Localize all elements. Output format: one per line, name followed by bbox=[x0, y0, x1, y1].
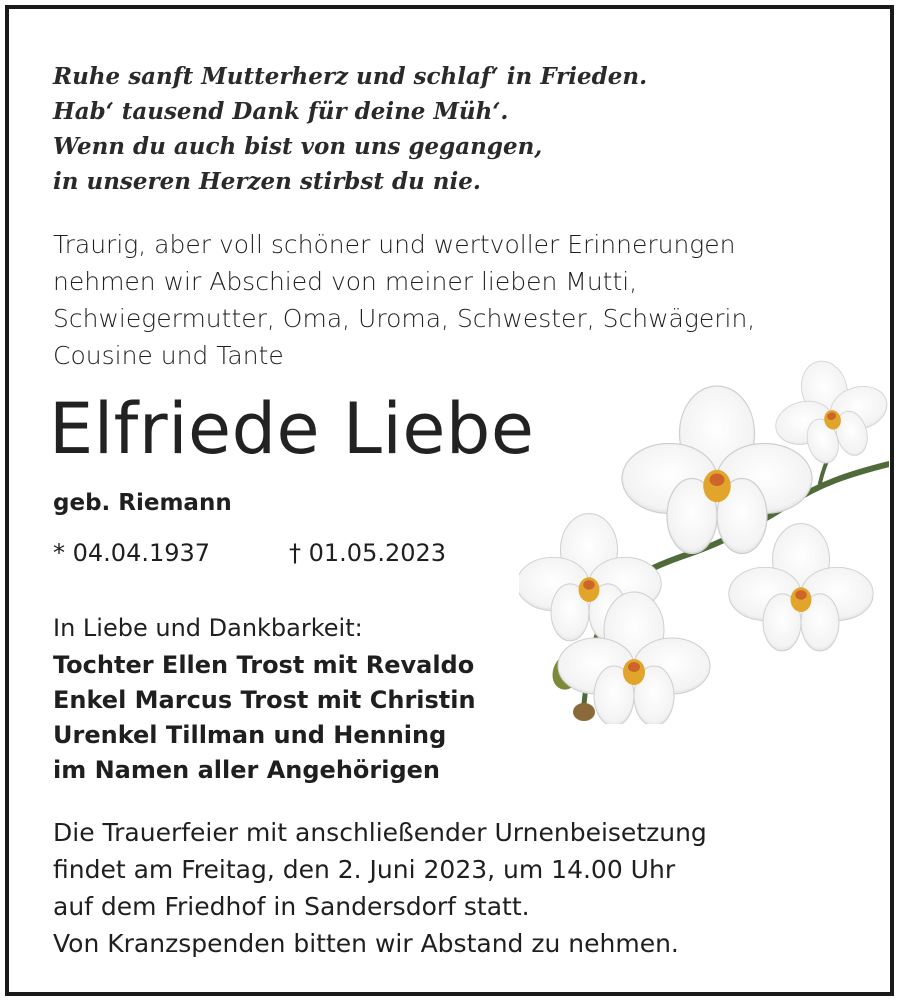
funeral-line: Die Trauerfeier mit anschließender Urnenbeisetzung bbox=[53, 818, 707, 847]
maiden-name: geb. Riemann bbox=[53, 490, 232, 516]
intro-line: Cousine und Tante bbox=[53, 341, 284, 370]
mourner-line: im Namen aller Angehörigen bbox=[53, 756, 441, 784]
death-date: † 01.05.2023 bbox=[289, 539, 447, 567]
mourners-list bbox=[53, 648, 476, 788]
mourner-line: Tochter Ellen Trost mit Revaldo bbox=[53, 651, 475, 679]
obituary-notice bbox=[5, 5, 894, 996]
mourner-line: Urenkel Tillman und Henning bbox=[53, 721, 447, 749]
intro-line: nehmen wir Abschied von meiner lieben Mutti, bbox=[53, 267, 638, 296]
funeral-line: findet am Freitag, den 2. Juni 2023, um 14.00 Uhr bbox=[53, 855, 676, 884]
orchid-image bbox=[519, 344, 889, 724]
intro-line: Schwiegermutter, Oma, Uroma, Schwester, Schwägerin, bbox=[53, 304, 756, 333]
funeral-info bbox=[53, 814, 707, 962]
intro-line: Traurig, aber voll schöner und wertvoller Erinnerungen bbox=[53, 230, 736, 259]
poem-line: Ruhe sanft Mutterherz und schlaf‘ in Frieden. bbox=[53, 63, 648, 90]
deceased-name: Elfriede Liebe bbox=[49, 388, 535, 470]
poem bbox=[53, 59, 647, 199]
birth-date: * 04.04.1937 bbox=[53, 539, 211, 567]
poem-line: Wenn du auch bist von uns gegangen, bbox=[53, 133, 543, 160]
funeral-line: auf dem Friedhof in Sandersdorf statt. bbox=[53, 892, 530, 921]
poem-line: in unseren Herzen stirbst du nie. bbox=[53, 168, 481, 195]
funeral-line: Von Kranzspenden bitten wir Abstand zu nehmen. bbox=[53, 929, 679, 958]
mourner-line: Enkel Marcus Trost mit Christin bbox=[53, 686, 476, 714]
poem-line: Hab‘ tausend Dank für deine Müh‘. bbox=[53, 98, 509, 125]
thanks-label: In Liebe und Dankbarkeit: bbox=[53, 614, 363, 642]
